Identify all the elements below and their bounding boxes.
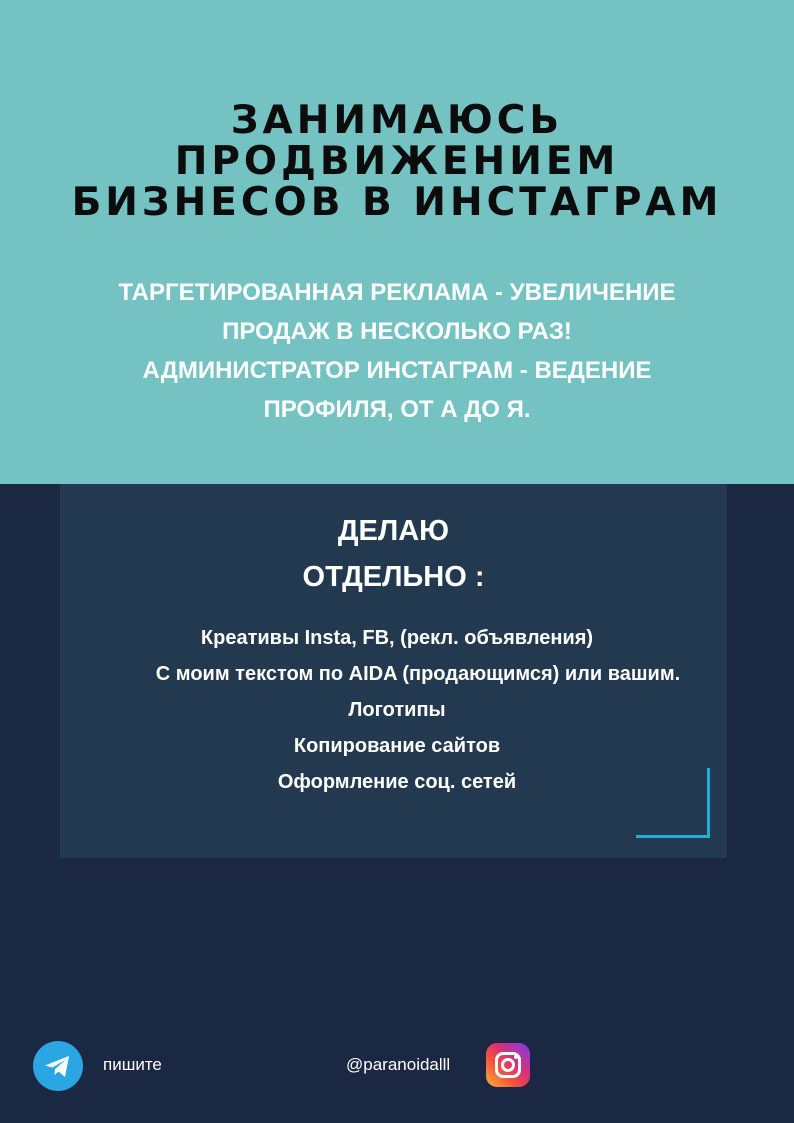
service-item: Креативы Insta, FB, (рекл. объявления) <box>200 627 594 649</box>
subheadline-line: ПРОДАЖ В НЕСКОЛЬКО РАЗ! <box>222 318 572 345</box>
service-item: Оформление соц. сетей <box>277 771 517 793</box>
headline-line: БИЗНЕСОВ В ИНСТАГРАМ <box>71 180 723 225</box>
header-band <box>0 0 794 484</box>
write-label: пишите <box>103 1055 162 1074</box>
instagram-icon[interactable] <box>486 1043 530 1087</box>
subheadline <box>0 273 794 429</box>
instagram-dot <box>514 1055 518 1059</box>
corner-accent-horizontal <box>636 835 710 838</box>
subheadline-line: ТАРГЕТИРОВАННАЯ РЕКЛАМА - УВЕЛИЧЕНИЕ <box>118 279 676 306</box>
subheadline-line: АДМИНИСТРАТОР ИНСТАГРАМ - ВЕДЕНИЕ <box>142 357 652 384</box>
telegram-plane-icon <box>33 1041 83 1091</box>
services-list <box>0 620 794 800</box>
corner-accent-vertical <box>707 768 710 838</box>
card-title-line: ДЕЛАЮ <box>337 515 450 547</box>
headline <box>0 100 794 223</box>
subheadline-line: ПРОФИЛЯ, ОТ А ДО Я. <box>263 396 531 423</box>
service-item: С моим текстом по AIDA (продающимся) или вашим. <box>155 663 681 685</box>
headline-line: ПРОДВИЖЕНИЕМ <box>174 139 620 184</box>
instagram-lens <box>501 1058 515 1072</box>
headline-line: ЗАНИМАЮСЬ <box>230 98 564 143</box>
telegram-icon[interactable] <box>33 1041 83 1091</box>
services-card <box>60 484 727 858</box>
card-title <box>0 508 787 600</box>
card-title-line: ОТДЕЛЬНО : <box>302 561 485 593</box>
service-item: Копирование сайтов <box>293 735 501 757</box>
instagram-handle[interactable]: @paranoidalll <box>346 1055 451 1074</box>
service-item: Логотипы <box>348 699 446 721</box>
